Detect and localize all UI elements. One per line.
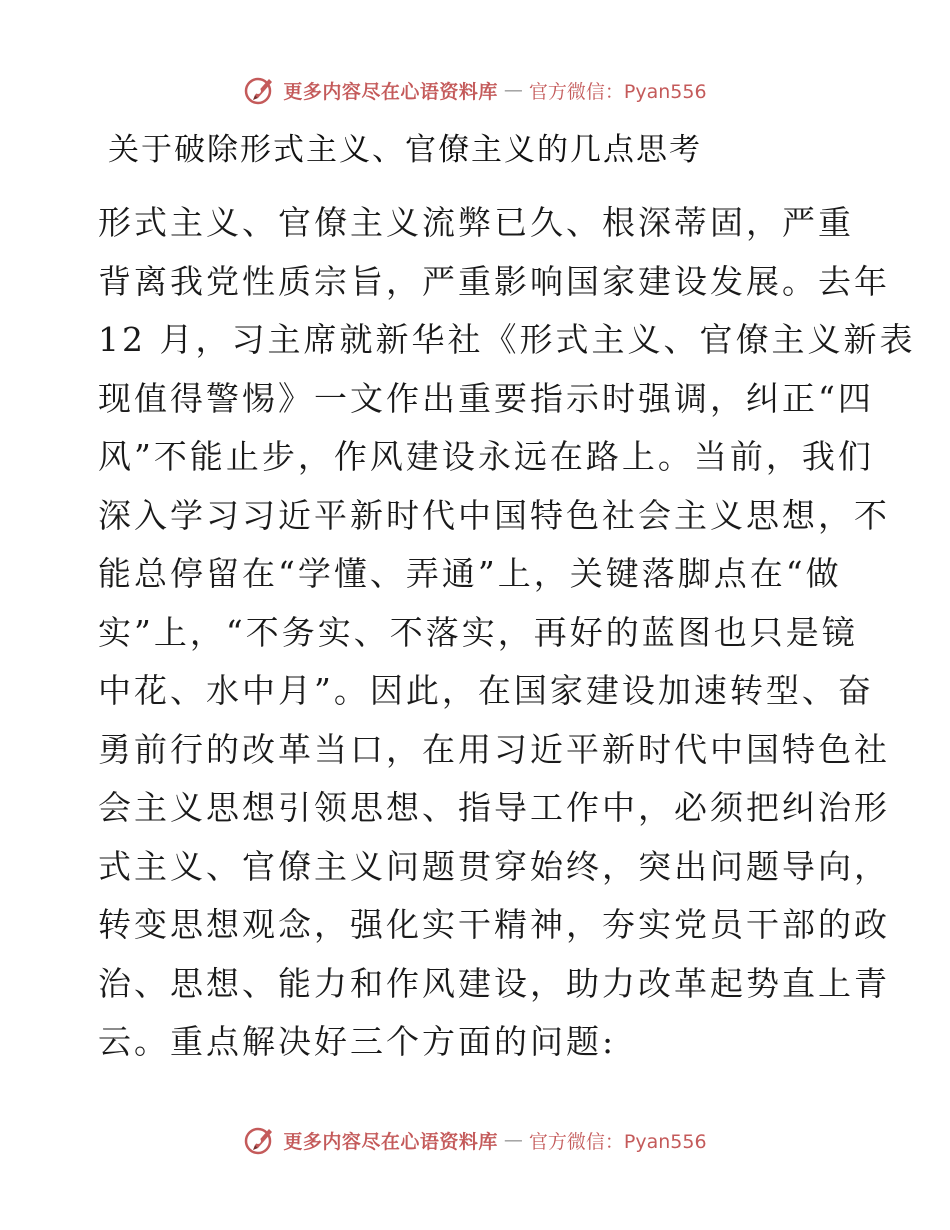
document-title: 关于破除形式主义、官僚主义的几点思考	[108, 132, 702, 168]
body-line: 背离我党性质宗旨，严重影响国家建设发展。去年	[98, 261, 890, 301]
body-line: 式主义、官僚主义问题贯穿始终，突出问题导向，	[98, 846, 890, 886]
body-line: 实”上，“不务实、不落实，再好的蓝图也只是镜	[98, 612, 858, 652]
watermark-header	[0, 72, 950, 108]
watermark-footer	[0, 1122, 950, 1158]
watermark-wechat-text: 官方微信：Pyan556	[528, 80, 707, 103]
body-line: 云。重点解决好三个方面的问题:	[98, 1022, 617, 1061]
watermark-dash: —	[503, 79, 523, 101]
watermark-dash: —	[503, 1129, 523, 1151]
body-line: 勇前行的改革当口，在用习近平新时代中国特色社	[98, 729, 890, 769]
body-line: 会主义思想引领思想、指导工作中，必须把纠治形	[98, 788, 890, 827]
body-line: 治、思想、能力和作风建设，助力改革起势直上青	[98, 963, 890, 1003]
body-line: 深入学习习近平新时代中国特色社会主义思想，不	[98, 495, 890, 535]
body-line: 形式主义、官僚主义流弊已久、根深蒂固，严重	[98, 203, 854, 242]
document-body	[98, 194, 916, 1072]
body-line: 能总停留在“学懂、弄通”上，关键落脚点在“做	[98, 554, 842, 593]
body-line: 中花、水中月”。因此，在国家建设加速转型、奋	[98, 671, 874, 710]
body-line: 12 月，习主席就新华社《形式主义、官僚主义新表	[98, 320, 916, 359]
pen-nib-logo-icon	[243, 73, 277, 107]
body-line: 现值得警惕》一文作出重要指示时强调，纠正“四	[98, 378, 874, 418]
body-line: 转变思想观念，强化实干精神，夯实党员干部的政	[98, 905, 890, 944]
watermark-wechat-text: 官方微信：Pyan556	[528, 1130, 707, 1153]
watermark-site-text: 更多内容尽在心语资料库	[283, 80, 498, 103]
pen-nib-logo-icon	[243, 1123, 277, 1157]
body-line: 风”不能止步，作风建设永远在路上。当前，我们	[98, 437, 874, 476]
watermark-site-text: 更多内容尽在心语资料库	[283, 1130, 498, 1153]
